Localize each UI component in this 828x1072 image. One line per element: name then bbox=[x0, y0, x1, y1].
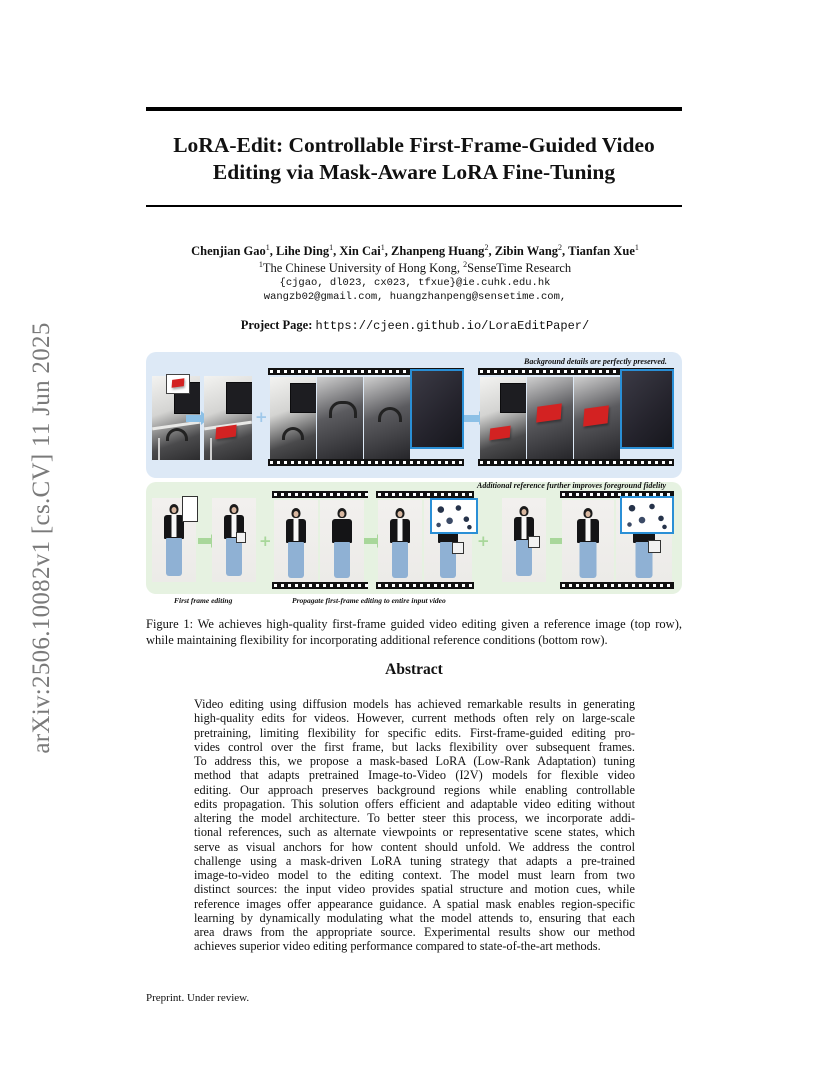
abstract-line: method that adapts pretrained Image-to-Video (I2V) models for flexible video bbox=[194, 768, 635, 783]
author-name: Tianfan Xue bbox=[568, 244, 635, 259]
abstract-line: challenge using a mask-driven LoRA tuning strategy that adapts a pre-trained bbox=[194, 853, 635, 868]
affiliation-number: 2 bbox=[463, 260, 468, 269]
author-name: Zhanpeng Huang bbox=[390, 244, 485, 259]
paper-title bbox=[146, 132, 682, 186]
preprint-footer: Preprint. Under review. bbox=[146, 992, 250, 1004]
input-video-frame bbox=[364, 377, 410, 459]
affiliations bbox=[120, 260, 710, 276]
abstract-line: serve as visual anchors for how content should unfold. We address the control bbox=[194, 839, 635, 854]
additional-reference-image bbox=[502, 498, 546, 582]
abstract-line: tional references, such as alternate viewpoints or representative scene states, which bbox=[194, 825, 635, 840]
arrow-icon bbox=[198, 538, 212, 544]
abstract-line: achieves superior video editing performance compared to state-of-the-art methods. bbox=[194, 939, 601, 954]
abstract-heading: Abstract bbox=[385, 661, 443, 678]
project-page-link[interactable]: https://cjeen.github.io/LoraEditPaper/ bbox=[315, 319, 590, 333]
reference-image-inset bbox=[182, 496, 198, 522]
filmstrip-border bbox=[478, 459, 674, 466]
filmstrip-border bbox=[560, 582, 674, 589]
arrow-icon bbox=[186, 415, 202, 422]
author-affiliation-mark: 1 bbox=[329, 243, 334, 252]
affiliation-number: 1 bbox=[258, 260, 263, 269]
author-affiliation-mark: 2 bbox=[558, 243, 563, 252]
affiliation-name: The Chinese University of Hong Kong, bbox=[262, 261, 464, 276]
arrow-icon bbox=[464, 415, 480, 422]
project-page-label: Project Page: bbox=[240, 318, 313, 332]
plus-icon: + bbox=[255, 408, 268, 426]
email-line: wangzb02@gmail.com, huangzhanpeng@sensetime.com, bbox=[263, 291, 567, 303]
title-rule-bottom bbox=[146, 205, 682, 207]
input-video-frame bbox=[274, 500, 318, 582]
output-video-frame bbox=[480, 377, 526, 459]
output-video-frame bbox=[562, 500, 614, 582]
project-page bbox=[120, 318, 710, 333]
abstract-line: To address this, we propose a mask-based LoRA (Low-Rank Adaptation) tuning bbox=[194, 754, 635, 768]
author-name: Xin Cai bbox=[339, 244, 381, 259]
abstract-line: editing. Our approach preserves background regions while enabling controllable bbox=[194, 782, 635, 797]
figure-note-background: Background details are perfectly preserved. bbox=[524, 357, 667, 366]
figure-note-foreground: Additional reference further improves foreground fidelity bbox=[477, 481, 667, 490]
reference-image-inset bbox=[166, 374, 190, 394]
author-affiliation-mark: 1 bbox=[265, 243, 270, 252]
abstract-line: area draws from the appropriate source. Experimental results show our method bbox=[194, 925, 635, 939]
figure-caption: Figure 1: We achieves high-quality first-frame guided video editing given a reference image (top row), while maintaining flexibility for incorporating additional reference conditions (bottom row). bbox=[146, 617, 682, 647]
abstract-line: altering the model architecture. To better steer this process, we incorporate addi- bbox=[194, 811, 635, 825]
plus-icon: + bbox=[259, 532, 272, 550]
abstract-line: distinct sources: the input video provides spatial structure and motion cues, while bbox=[194, 882, 635, 897]
abstract-line: Video editing using diffusion models has achieved remarkable results in generating bbox=[194, 697, 635, 711]
output-video-frame bbox=[378, 500, 422, 582]
reference-pattern-card bbox=[430, 498, 478, 534]
author-list: Chenjian Gao$^1$, Lihe Ding$^1$, Xin Cai$^1$, Zhanpeng Huang$^2$, Zibin Wang$^2$, Tianfan Xue$^1$ bbox=[191, 243, 639, 259]
author-affiliation-mark: 2 bbox=[484, 243, 489, 252]
figure-label-first-frame: First frame editing bbox=[174, 596, 233, 605]
abstract-line: image-to-video model to the editing context. The model must learn from two bbox=[194, 868, 635, 882]
plus-icon: + bbox=[477, 532, 490, 550]
email-line: {cjgao, dl023, cx023, tfxue}@ie.cuhk.edu.hk bbox=[279, 277, 551, 289]
author-name: Chenjian Gao bbox=[191, 244, 266, 259]
figure-1 bbox=[146, 352, 682, 607]
author-affiliation-mark: 1 bbox=[380, 243, 385, 252]
input-video-frame bbox=[320, 500, 364, 582]
filmstrip-border bbox=[272, 582, 368, 589]
abstract-line: pretraining, limiting flexibility for specific edits. First-frame-guided editing pro- bbox=[194, 725, 635, 740]
title-line: Editing via Mask-Aware LoRA Fine-Tuning bbox=[212, 160, 616, 184]
filmstrip-border bbox=[268, 459, 464, 466]
abstract-line: learning by dynamically modulating what the model attends to, ensuring that each bbox=[194, 910, 635, 925]
reference-pattern-card bbox=[620, 496, 674, 534]
frame-highlight bbox=[410, 369, 464, 449]
title-line: LoRA-Edit: Controllable First-Frame-Guided Video bbox=[173, 133, 655, 157]
affiliation-name: SenseTime Research bbox=[467, 261, 572, 276]
abstract-line: high-quality edits for videos. However, current methods often rely on large-scale bbox=[194, 711, 635, 726]
abstract-body bbox=[194, 697, 635, 954]
input-video-frame bbox=[317, 377, 363, 459]
abstract-line: vides control over the first frame, but lacks flexibility over subsequent frames. bbox=[194, 739, 635, 754]
output-video-frame bbox=[527, 377, 573, 459]
author-name: Lihe Ding bbox=[276, 244, 330, 259]
arxiv-identifier: arXiv:2506.10082v1 [cs.CV] 11 Jun 2025 bbox=[28, 322, 55, 754]
author-affiliation-mark: 1 bbox=[634, 243, 639, 252]
frame-highlight bbox=[620, 369, 674, 449]
figure-label-propagate: Propagate first-frame editing to entire input video bbox=[292, 596, 446, 605]
filmstrip-border bbox=[376, 491, 474, 498]
author-name: Zibin Wang bbox=[494, 244, 559, 259]
input-video-frame bbox=[270, 377, 316, 459]
edited-first-frame bbox=[212, 498, 256, 582]
output-video-frame bbox=[574, 377, 620, 459]
title-rule-top bbox=[146, 107, 682, 111]
abstract-line: reference images offer appearance guidance. A spatial mask enables region-specific bbox=[194, 896, 635, 911]
filmstrip-border bbox=[272, 491, 368, 498]
edited-first-frame bbox=[204, 376, 252, 460]
filmstrip-border bbox=[376, 582, 474, 589]
abstract-line: edits propagation. This solution offers efficient and adaptable video editing without bbox=[194, 796, 635, 811]
arrow-icon bbox=[364, 538, 378, 544]
